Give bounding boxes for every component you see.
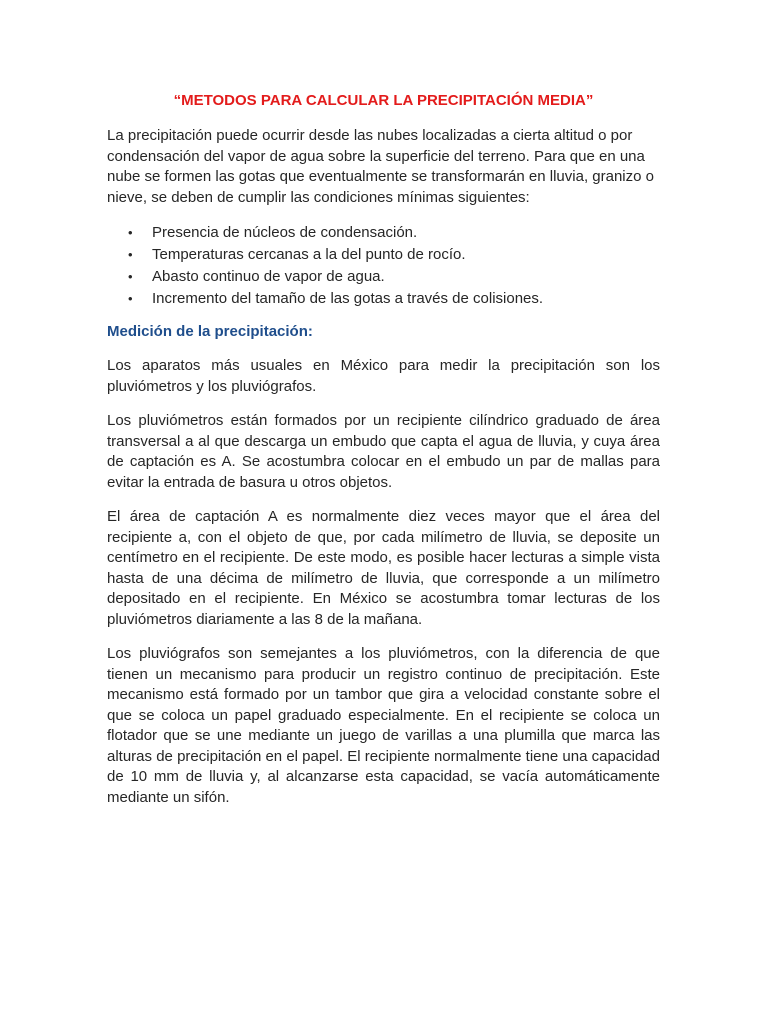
body-paragraph: Los pluviómetros están formados por un recipiente cilíndrico graduado de área transversal a al que descarga un embudo que capta el agua de lluvia, y cuya área de captación es A. Se acostumbra colocar en el embudo un par de mallas para evitar la entrada de basura u otros objetos. — [107, 412, 660, 491]
list-item — [128, 244, 660, 266]
document-page — [107, 90, 660, 822]
list-item-text: Abasto continuo de vapor de agua. — [152, 268, 385, 285]
intro-paragraph: La precipitación puede ocurrir desde las nubes localizadas a cierta altitud o por condensación del vapor de agua sobre la superficie del terreno. Para que en una nube se formen las gotas que eventualmente se transformarán en lluvia, granizo o nieve, se deben de cumplir las condiciones mínimas siguientes: — [107, 127, 654, 206]
body-paragraph: Los pluviógrafos son semejantes a los pluviómetros, con la diferencia de que tienen un mecanismo para producir un registro continuo de precipitación. Este mecanismo está formado por un tambor que gira a velocidad constante sobre el que se coloca un papel graduado especialmente. En el recipiente se coloca un flotador que se une mediante un juego de varillas a una plumilla que marca las alturas de precipitación en el papel. El recipiente normalmente tiene una capacidad de 10 mm de lluvia y, al alcanzarse esta capacidad, se vacía automáticamente mediante un sifón. — [107, 645, 660, 806]
conditions-list — [107, 222, 660, 310]
document-title: “METODOS PARA CALCULAR LA PRECIPITACIÓN MEDIA” — [173, 92, 594, 109]
list-item-text: Presencia de núcleos de condensación. — [152, 224, 418, 241]
bullet-icon: • — [128, 291, 133, 306]
list-item — [128, 288, 660, 310]
list-item-text: Temperaturas cercanas a la del punto de rocío. — [152, 246, 466, 263]
bullet-icon: • — [128, 225, 133, 240]
body-paragraph: Los aparatos más usuales en México para medir la precipitación son los pluviómetros y los pluviógrafos. — [107, 357, 660, 395]
bullet-icon: • — [128, 269, 133, 284]
list-item-text: Incremento del tamaño de las gotas a través de colisiones. — [152, 290, 544, 307]
list-item — [128, 222, 660, 244]
bullet-icon: • — [128, 247, 133, 262]
list-item — [128, 266, 660, 288]
body-paragraph: El área de captación A es normalmente diez veces mayor que el área del recipiente a, con el objeto de que, por cada milímetro de lluvia, se deposite un centímetro en el recipiente. De este modo, es posible hacer lecturas a simple vista hasta de una décima de milímetro de lluvia, que corresponde a un milímetro depositado en el recipiente. En México se acostumbra tomar lecturas de los pluviómetros diariamente a las 8 de la mañana. — [107, 508, 660, 628]
section-heading: Medición de la precipitación: — [107, 323, 313, 340]
